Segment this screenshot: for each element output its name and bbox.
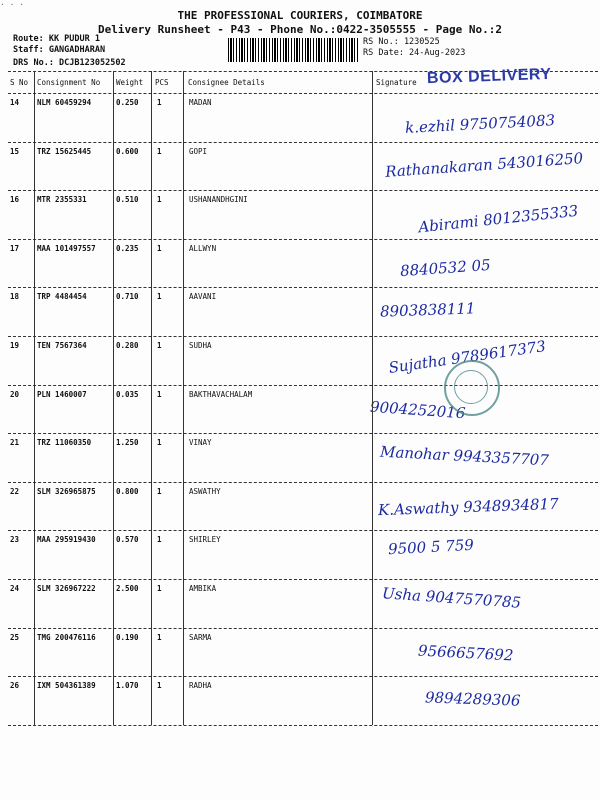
cell-consignee: SARMA bbox=[189, 632, 212, 642]
column-header-weight: Weight bbox=[116, 78, 144, 87]
cell-sno: 26 bbox=[10, 681, 20, 691]
rs-number: RS No.: 1230525 bbox=[363, 37, 440, 47]
row-divider bbox=[8, 676, 598, 677]
row-divider bbox=[8, 482, 598, 483]
cell-weight: 0.510 bbox=[116, 195, 139, 205]
row-divider bbox=[8, 530, 598, 531]
cell-consignment: SLM 326965875 bbox=[37, 486, 96, 496]
cell-sno: 20 bbox=[10, 389, 20, 399]
cell-pcs: 1 bbox=[157, 438, 162, 448]
cell-sno: 23 bbox=[10, 535, 20, 545]
cell-consignee: MADAN bbox=[189, 98, 212, 107]
row-divider bbox=[8, 385, 598, 386]
drs-number: DRS No.: DCJB123052502 bbox=[13, 58, 126, 68]
cell-consignee: USHANANDHGINI bbox=[189, 195, 248, 205]
handwritten-signature: 9894289306 bbox=[424, 688, 521, 710]
cell-sno: 24 bbox=[10, 584, 20, 593]
column-header-consignee: Consignee Details bbox=[188, 78, 265, 87]
cell-consignee: ALLWYN bbox=[189, 243, 217, 253]
handwritten-signature: 9566657692 bbox=[417, 641, 514, 665]
cell-pcs: 1 bbox=[157, 98, 162, 107]
handwritten-signature: Usha 9047570785 bbox=[381, 584, 522, 612]
cell-weight: 2.500 bbox=[116, 584, 139, 593]
column-rule-consignee bbox=[372, 71, 373, 725]
column-header-sno: S No bbox=[10, 78, 29, 87]
cell-sno: 22 bbox=[10, 486, 20, 496]
handwritten-signature: 8903838111 bbox=[379, 299, 476, 322]
cell-pcs: 1 bbox=[157, 243, 162, 253]
cell-consignment: NLM 60459294 bbox=[37, 98, 92, 107]
cell-pcs: 1 bbox=[157, 292, 162, 302]
cell-consignment: PLN 1460007 bbox=[37, 389, 87, 399]
cell-pcs: 1 bbox=[157, 195, 162, 205]
table-header-rule bbox=[8, 93, 598, 94]
cell-weight: 1.250 bbox=[116, 438, 139, 448]
row-divider bbox=[8, 190, 598, 191]
handwritten-signature: Rathanakaran 543016250 bbox=[384, 148, 584, 181]
cell-consignment: TRZ 11060350 bbox=[37, 438, 92, 448]
handwritten-signature: 9500 5 759 bbox=[387, 536, 475, 559]
cell-consignment: TMG 200476116 bbox=[37, 632, 96, 642]
cell-consignee: AMBIKA bbox=[189, 584, 217, 593]
cell-weight: 0.250 bbox=[116, 98, 139, 107]
runsheet-title: Delivery Runsheet - P43 - Phone No.:0422-3505555 - Page No.:2 bbox=[98, 23, 502, 36]
company-seal bbox=[444, 360, 500, 416]
cell-sno: 17 bbox=[10, 243, 20, 253]
row-divider bbox=[8, 142, 598, 143]
cell-weight: 0.570 bbox=[116, 535, 139, 545]
cell-sno: 18 bbox=[10, 292, 20, 302]
handwritten-signature: Sujatha 9789617373 bbox=[387, 337, 547, 377]
column-rule-weight bbox=[151, 71, 152, 725]
staff-label: Staff: GANGADHARAN bbox=[13, 45, 106, 55]
cell-pcs: 1 bbox=[157, 341, 162, 350]
column-header-signature: Signature bbox=[376, 78, 417, 87]
cell-sno: 14 bbox=[10, 98, 20, 107]
cell-sno: 21 bbox=[10, 438, 20, 448]
cell-sno: 16 bbox=[10, 195, 20, 205]
cell-consignment: SLM 326967222 bbox=[37, 584, 96, 593]
scan-mark: · · · bbox=[0, 0, 25, 9]
cell-consignment: MAA 101497557 bbox=[37, 243, 96, 253]
barcode bbox=[228, 38, 358, 62]
cell-pcs: 1 bbox=[157, 389, 162, 399]
cell-pcs: 1 bbox=[157, 681, 162, 691]
cell-consignment: IXM 504361389 bbox=[37, 681, 96, 691]
cell-weight: 0.035 bbox=[116, 389, 139, 399]
cell-weight: 0.190 bbox=[116, 632, 139, 642]
cell-pcs: 1 bbox=[157, 535, 162, 545]
cell-consignment: MTR 2355331 bbox=[37, 195, 87, 205]
cell-consignment: TRZ 15625445 bbox=[37, 146, 92, 156]
cell-weight: 0.235 bbox=[116, 243, 139, 253]
cell-consignee: VINAY bbox=[189, 438, 212, 448]
cell-weight: 1.070 bbox=[116, 681, 139, 691]
row-divider bbox=[8, 433, 598, 434]
handwritten-signature: Abirami 8012355333 bbox=[417, 201, 580, 237]
cell-pcs: 1 bbox=[157, 632, 162, 642]
handwritten-signature: K.Aswathy 9348934817 bbox=[377, 494, 559, 519]
cell-consignee: BAKTHAVACHALAM bbox=[189, 389, 253, 399]
row-divider bbox=[8, 287, 598, 288]
row-divider bbox=[8, 336, 598, 337]
cell-sno: 19 bbox=[10, 341, 20, 350]
cell-weight: 0.800 bbox=[116, 486, 139, 496]
cell-consignee: AAVANI bbox=[189, 292, 217, 302]
row-divider bbox=[8, 579, 598, 580]
cell-consignee: SHIRLEY bbox=[189, 535, 221, 545]
cell-consignee: RADHA bbox=[189, 681, 212, 691]
column-rule-pcs bbox=[183, 71, 184, 725]
column-rule-sno bbox=[34, 71, 35, 725]
route-label: Route: KK PUDUR 1 bbox=[13, 34, 100, 44]
company-title: THE PROFESSIONAL COURIERS, COIMBATORE bbox=[177, 9, 423, 22]
cell-pcs: 1 bbox=[157, 584, 162, 593]
column-header-consignment: Consignment No bbox=[37, 78, 101, 87]
handwritten-signature: k.ezhil 9750754083 bbox=[404, 111, 556, 137]
cell-weight: 0.600 bbox=[116, 146, 139, 156]
cell-sno: 25 bbox=[10, 632, 20, 642]
cell-consignment: TRP 4484454 bbox=[37, 292, 87, 302]
cell-consignee: ASWATHY bbox=[189, 486, 221, 496]
row-divider bbox=[8, 725, 598, 726]
cell-pcs: 1 bbox=[157, 486, 162, 496]
cell-pcs: 1 bbox=[157, 146, 162, 156]
cell-weight: 0.710 bbox=[116, 292, 139, 302]
handwritten-signature: 9004252016 bbox=[369, 397, 466, 422]
handwritten-signature: 8840532 05 bbox=[399, 255, 492, 280]
column-rule-consignment bbox=[113, 71, 114, 725]
cell-weight: 0.280 bbox=[116, 341, 139, 350]
rs-date: RS Date: 24-Aug-2023 bbox=[363, 48, 466, 58]
cell-consignee: GOPI bbox=[189, 146, 208, 156]
row-divider bbox=[8, 239, 598, 240]
cell-consignee: SUDHA bbox=[189, 341, 212, 350]
handwritten-signature: Manohar 9943357707 bbox=[379, 442, 550, 470]
cell-sno: 15 bbox=[10, 146, 20, 156]
row-divider bbox=[8, 628, 598, 629]
column-header-pcs: PCS bbox=[155, 78, 169, 87]
cell-consignment: TEN 7567364 bbox=[37, 341, 87, 350]
cell-consignment: MAA 295919430 bbox=[37, 535, 96, 545]
box-delivery-stamp: BOX DELIVERY bbox=[426, 65, 552, 88]
